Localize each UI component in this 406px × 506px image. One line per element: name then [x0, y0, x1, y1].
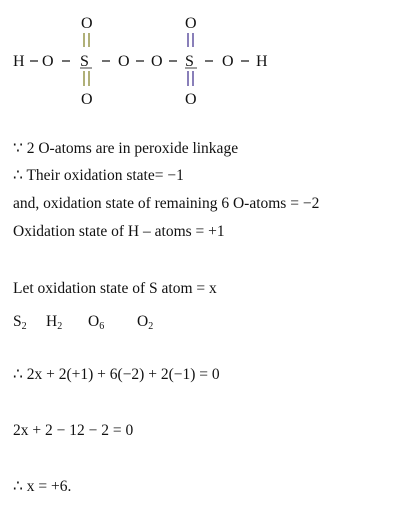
atom-o-peroxide-2: O	[151, 53, 163, 70]
equation-result: ∴ x = +6.	[13, 478, 72, 495]
atom-h-right: H	[256, 53, 268, 70]
atom-s-right: S	[185, 53, 194, 70]
atom-o-top-right: O	[185, 15, 197, 32]
equation-simplified: 2x + 2 − 12 − 2 = 0	[13, 422, 134, 439]
atom-o-4: O	[222, 53, 234, 70]
atom-h-left: H	[13, 53, 25, 70]
atom-o-peroxide-1: O	[118, 53, 130, 70]
formula-element-o2: $O_2$	[137, 313, 154, 332]
atom-o-bottom-right: O	[185, 91, 197, 108]
statement-oxidation-peroxide: ∴ Their oxidation state= −1	[13, 167, 184, 184]
atom-s-left: S	[80, 53, 89, 70]
atom-o-top-left: O	[81, 15, 93, 32]
statement-let-x: Let oxidation state of S atom = x	[13, 280, 217, 297]
statement-oxidation-h: Oxidation state of H – atoms = +1	[13, 223, 225, 240]
formula-element-h: $H_2$	[46, 313, 63, 332]
atom-o-bottom-left: O	[81, 91, 93, 108]
atom-o-1: O	[42, 53, 54, 70]
equation-setup: ∴ 2x + 2(+1) + 6(−2) + 2(−1) = 0	[13, 366, 220, 383]
statement-peroxide-linkage: ∵ 2 O-atoms are in peroxide linkage	[13, 140, 239, 157]
structural-formula	[0, 0, 406, 115]
formula-element-s: $S_2$	[13, 313, 27, 332]
formula-element-o6: $O_6$	[88, 313, 105, 332]
structure-diagram	[0, 0, 406, 115]
statement-oxidation-remaining-o: and, oxidation state of remaining 6 O-atoms = −2	[13, 195, 320, 212]
